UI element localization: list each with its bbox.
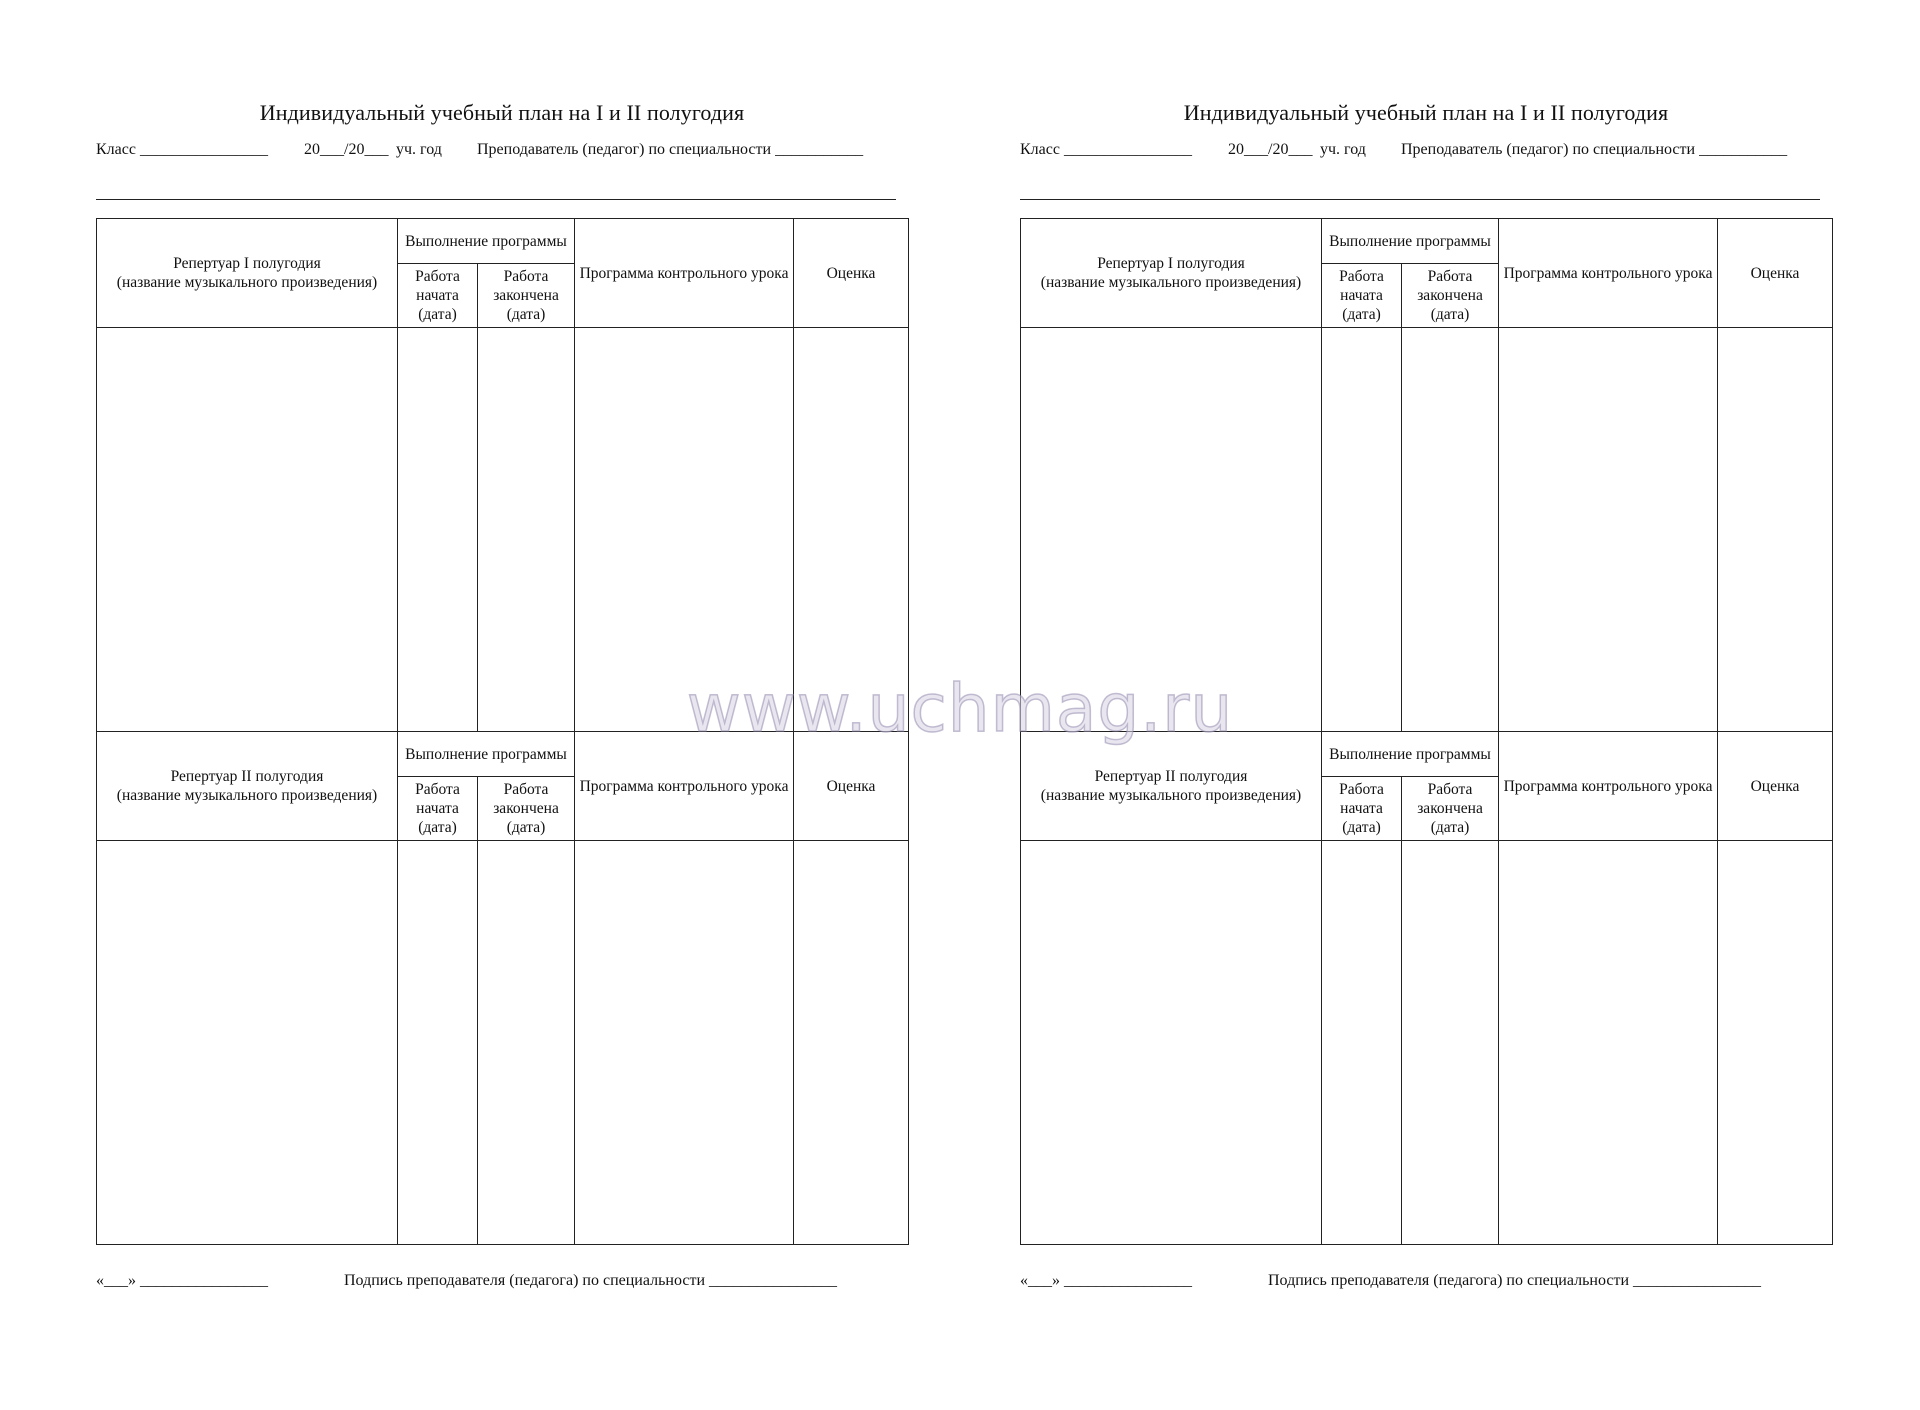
signature-field: Подпись преподавателя (педагога) по специальности ________________ (344, 1272, 838, 1289)
work-finished-header: Работа закончена (дата) (478, 777, 575, 841)
program-header: Программа контрольного урока (575, 219, 794, 328)
program-cell[interactable] (1499, 841, 1718, 1245)
work-started-header: Работа начата (дата) (1322, 777, 1402, 841)
half2-header-row (97, 732, 909, 777)
repertoire-cell[interactable] (97, 841, 398, 1245)
signature-field: Подпись преподавателя (педагога) по специальности ________________ (1268, 1272, 1762, 1289)
underline-rule (96, 199, 896, 200)
repertoire-cell[interactable] (97, 328, 398, 732)
grade-cell[interactable] (794, 841, 909, 1245)
grade-header: Оценка (794, 219, 909, 328)
plan-table (96, 218, 909, 1245)
half2-entry-row (97, 841, 909, 1245)
class-field: Класс ________________ (1020, 141, 1192, 158)
work-finished-header: Работа закончена (дата) (1402, 264, 1499, 328)
program-cell[interactable] (575, 841, 794, 1245)
form-page-right (1020, 0, 1832, 1410)
date-field: «___» ________________ (96, 1272, 268, 1289)
repertoire-header: Репертуар II полугодия (название музыкального произведения) (97, 732, 398, 841)
finish-date-cell[interactable] (1402, 328, 1499, 732)
half2-header-row (1021, 732, 1833, 777)
program-header: Программа контрольного урока (575, 732, 794, 841)
finish-date-cell[interactable] (1402, 841, 1499, 1245)
year-field: 20___/20___ (304, 141, 389, 158)
teacher-field: Преподаватель (педагог) по специальности ___________ (1401, 141, 1788, 158)
page-title: Индивидуальный учебный план на I и II полугодия (259, 100, 745, 125)
year-field: 20___/20___ (1228, 141, 1313, 158)
class-field: Класс ________________ (96, 141, 268, 158)
grade-cell[interactable] (1718, 328, 1833, 732)
program-header: Программа контрольного урока (1499, 732, 1718, 841)
execution-header: Выполнение программы (1322, 219, 1499, 264)
watermark: www.uchmag.ru (686, 670, 1234, 747)
grade-header: Оценка (794, 732, 909, 841)
execution-header: Выполнение программы (1322, 732, 1499, 777)
page-title: Индивидуальный учебный план на I и II полугодия (1183, 100, 1669, 125)
year-suffix: уч. год (1320, 141, 1366, 158)
start-date-cell[interactable] (398, 841, 478, 1245)
half1-entry-row (1021, 328, 1833, 732)
program-cell[interactable] (575, 328, 794, 732)
repertoire-header: Репертуар I полугодия (название музыкального произведения) (1021, 219, 1322, 328)
repertoire-cell[interactable] (1021, 328, 1322, 732)
plan-table (1020, 218, 1833, 1245)
start-date-cell[interactable] (1322, 841, 1402, 1245)
grade-cell[interactable] (794, 328, 909, 732)
form-page-left (96, 0, 908, 1410)
start-date-cell[interactable] (398, 328, 478, 732)
start-date-cell[interactable] (1322, 328, 1402, 732)
program-cell[interactable] (1499, 328, 1718, 732)
work-started-header: Работа начата (дата) (398, 264, 478, 328)
repertoire-header: Репертуар I полугодия (название музыкального произведения) (97, 219, 398, 328)
half1-entry-row (97, 328, 909, 732)
half1-header-row (97, 219, 909, 264)
finish-date-cell[interactable] (478, 328, 575, 732)
underline-rule (1020, 199, 1820, 200)
work-started-header: Работа начата (дата) (1322, 264, 1402, 328)
work-finished-header: Работа закончена (дата) (1402, 777, 1499, 841)
work-finished-header: Работа закончена (дата) (478, 264, 575, 328)
finish-date-cell[interactable] (478, 841, 575, 1245)
grade-cell[interactable] (1718, 841, 1833, 1245)
date-field: «___» ________________ (1020, 1272, 1192, 1289)
execution-header: Выполнение программы (398, 732, 575, 777)
repertoire-header: Репертуар II полугодия (название музыкального произведения) (1021, 732, 1322, 841)
grade-header: Оценка (1718, 219, 1833, 328)
teacher-field: Преподаватель (педагог) по специальности ___________ (477, 141, 864, 158)
repertoire-cell[interactable] (1021, 841, 1322, 1245)
year-suffix: уч. год (396, 141, 442, 158)
work-started-header: Работа начата (дата) (398, 777, 478, 841)
half2-entry-row (1021, 841, 1833, 1245)
program-header: Программа контрольного урока (1499, 219, 1718, 328)
half1-header-row (1021, 219, 1833, 264)
execution-header: Выполнение программы (398, 219, 575, 264)
grade-header: Оценка (1718, 732, 1833, 841)
